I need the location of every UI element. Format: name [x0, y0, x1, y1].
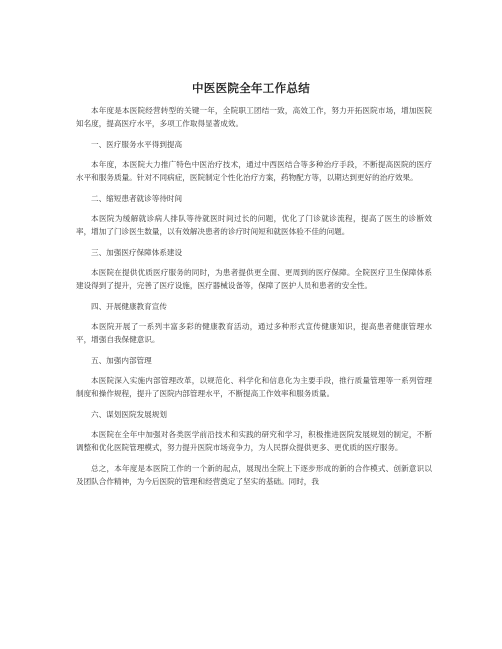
- body-paragraph: 本医院在全年中加强对各类医学前沿技术和实践的研究和学习，积极推进医院发展规划的制定，不断调整和优化医院管理模式，努力提升医院市场竞争力，为人民群众提供更多、更优质的医疗服务。: [76, 430, 432, 452]
- body-paragraph: 本医院在提供优质医疗服务的同时，为患者提供更全面、更周到的医疗保障。全院医疗卫生保障体系建设得到了提升，完善了医疗设施，医疗器械设备等，保障了医护人员和患者的安全性。: [76, 268, 432, 290]
- document-body: [76, 104, 432, 496]
- section-heading: 二、缩短患者就诊等待时间: [91, 194, 183, 203]
- section-heading: 三、加强医疗保障体系建设: [91, 248, 183, 257]
- document-title: 中医医院全年工作总结: [192, 81, 310, 95]
- body-paragraph: 本医院开展了一系列丰富多彩的健康教育活动，通过多种形式宣传健康知识，提高患者健康管理水平，增强自我保健意识。: [76, 322, 432, 344]
- section-heading: 六、谋划医院发展规划: [91, 410, 167, 419]
- body-paragraph: 本年度是本医院经营转型的关键一年，全院职工团结一致，高效工作，努力开拓医院市场，增加医院知名度，提高医疗水平，多项工作取得显著成效。: [76, 106, 432, 128]
- section-heading: 四、开展健康教育宣传: [91, 302, 167, 311]
- body-paragraph: 总之，本年度是本医院工作的一个新的起点，展现出全院上下逐步形成的新的合作模式、创新意识以及团队合作精神，为今后医院的管理和经营奠定了坚实的基础。同时，我: [76, 464, 432, 486]
- body-paragraph: 本年度，本医院大力推广特色中医治疗技术，通过中西医结合等多种治疗手段，不断提高医院的医疗水平和服务质量。针对不同病症，医院制定个性化治疗方案，药物配方等，以期达到更好的治疗效果。: [76, 160, 432, 182]
- body-paragraph: 本医院为缓解就诊病人排队等待就医时间过长的问题，优化了门诊就诊流程，提高了医生的诊断效率，增加了门诊医生数量，以有效解决患者的诊疗时间短和就医体验不佳的问题。: [76, 214, 432, 236]
- body-paragraph: 本医院深入实施内部管理改革，以规范化、科学化和信息化为主要手段，推行质量管理等一系列管理制度和操作规程，提升了医院内部管理水平，不断提高工作效率和服务质量。: [76, 376, 432, 398]
- section-heading: 五、加强内部管理: [91, 356, 152, 365]
- section-heading: 一、医疗服务水平得到提高: [91, 140, 183, 149]
